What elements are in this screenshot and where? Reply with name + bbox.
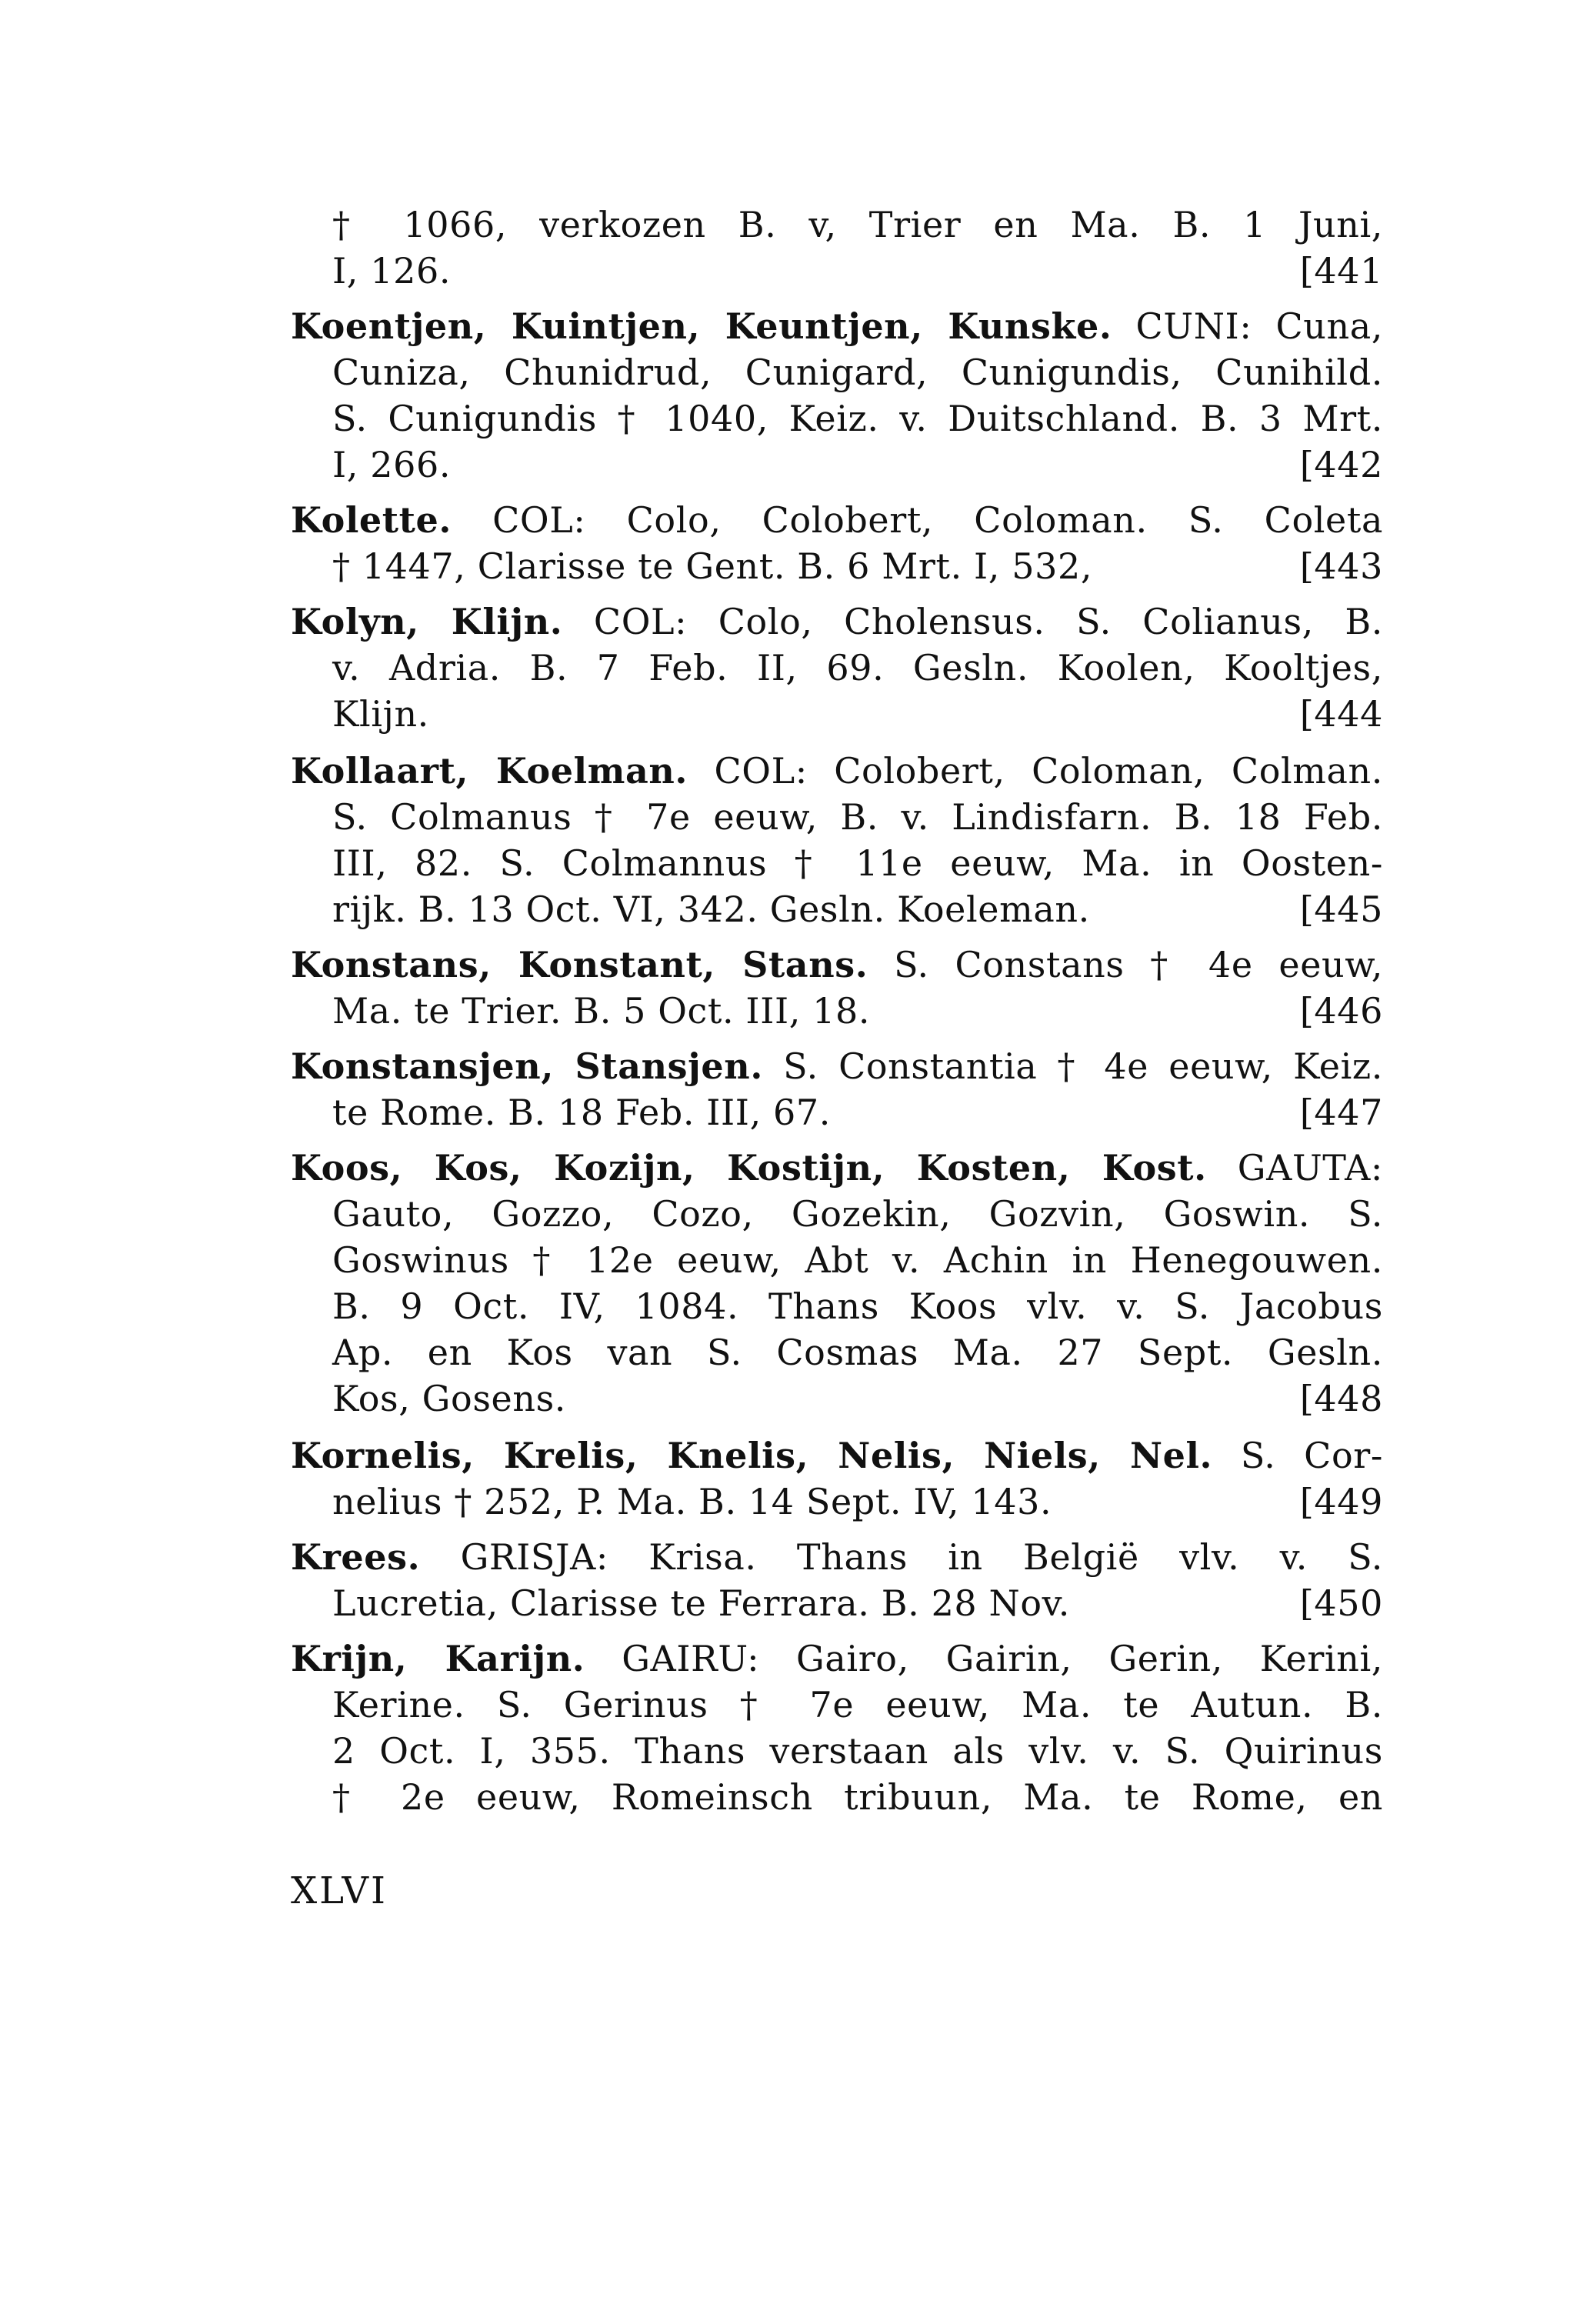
text-line: Ap. en Kos van S. Cosmas Ma. 27 Sept. Gesln. [332, 1332, 1383, 1373]
text-line: † 1447, Clarisse te Gent. B. 6 Mrt. I, 532, [443 [332, 543, 1383, 589]
entry-number: [444 [1299, 693, 1383, 735]
entry-number: [446 [1299, 990, 1383, 1032]
text-line: Kos, Gosens. [448 [332, 1375, 1383, 1422]
text-line: rijk. B. 13 Oct. VI, 342. Gesln. Koeleman. [445 [332, 886, 1383, 932]
entry-headword: Kolette. [291, 499, 452, 541]
entry-number: [448 [1299, 1378, 1383, 1419]
entry-headword: Konstans, Konstant, Stans. [291, 944, 868, 985]
entry-headword: Konstansjen, Stansjen. [291, 1045, 763, 1087]
text-line: Lucretia, Clarisse te Ferrara. B. 28 Nov. [450 [332, 1580, 1383, 1626]
text-line: Kerine. S. Gerinus † 7e eeuw, Ma. te Autun. B. [332, 1684, 1383, 1725]
text-line: Goswinus † 12e eeuw, Abt v. Achin in Henegouwen. [332, 1239, 1383, 1281]
entry-first-line: Kolette. COL: Colo, Colobert, Coloman. S. Coleta [291, 499, 1383, 541]
entry-first-line: Krijn, Karijn. GAIRU: Gairo, Gairin, Gerin, Kerini, [291, 1638, 1383, 1679]
entry-number: [441 [1299, 250, 1383, 292]
text-line: Ma. te Trier. B. 5 Oct. III, 18. [446 [332, 988, 1383, 1034]
entry-number: [449 [1299, 1481, 1383, 1522]
entry-headword: Kollaart, Koelman. [291, 750, 688, 792]
entry-headword: Kolyn, Klijn. [291, 601, 563, 642]
text-line: Cuniza, Chunidrud, Cunigard, Cunigundis, Cunihild. [332, 352, 1383, 393]
text-line: nelius † 252, P. Ma. B. 14 Sept. IV, 143. [449 [332, 1479, 1383, 1525]
entry-number: [445 [1299, 889, 1383, 930]
entry-headword: Krijn, Karijn. [291, 1638, 585, 1679]
entry-number: [450 [1299, 1582, 1383, 1624]
text-line: Klijn. [444 [332, 691, 1383, 737]
text-line: I, 126. [441 [332, 248, 1383, 294]
entry-number: [447 [1299, 1092, 1383, 1133]
text-line: S. Colmanus † 7e eeuw, B. v. Lindisfarn. B. 18 Feb. [332, 796, 1383, 838]
text-line: Gauto, Gozzo, Cozo, Gozekin, Gozvin, Goswin. S. [332, 1193, 1383, 1235]
text-line: † 1066, verkozen B. v, Trier en Ma. B. 1 Juni, [332, 204, 1383, 245]
entry-first-line: Kollaart, Koelman. COL: Colobert, Coloman, Colman. [291, 750, 1383, 792]
entry-first-line: Koos, Kos, Kozijn, Kostijn, Kosten, Kost. GAUTA: [291, 1147, 1383, 1189]
text-line: v. Adria. B. 7 Feb. II, 69. Gesln. Koolen, Kooltjes, [332, 647, 1383, 689]
entry-first-line: Kolyn, Klijn. COL: Colo, Cholensus. S. Colianus, B. [291, 601, 1383, 642]
text-line: 2 Oct. I, 355. Thans verstaan als vlv. v. S. Quirinus [332, 1730, 1383, 1772]
entry-first-line: Krees. GRISJA: Krisa. Thans in België vlv. v. S. [291, 1536, 1383, 1578]
text-line: te Rome. B. 18 Feb. III, 67. [447 [332, 1089, 1383, 1135]
text-line: S. Cunigundis † 1040, Keiz. v. Duitschland. B. 3 Mrt. [332, 398, 1383, 439]
entry-first-line: Konstans, Konstant, Stans. S. Constans † 4e eeuw, [291, 944, 1383, 985]
entry-number: [443 [1299, 545, 1383, 587]
text-line: I, 266. [442 [332, 442, 1383, 488]
entry-number: [442 [1299, 444, 1383, 485]
entry-first-line: Kornelis, Krelis, Knelis, Nelis, Niels, Nel. S. Cor- [291, 1435, 1384, 1476]
entry-headword: Koentjen, Kuintjen, Keuntjen, Kunske. [291, 305, 1112, 347]
entry-headword: Kornelis, Krelis, Knelis, Nelis, Niels, Nel. [291, 1435, 1213, 1476]
text-line: † 2e eeuw, Romeinsch tribuun, Ma. te Rome, en [332, 1776, 1383, 1818]
entry-first-line: Konstansjen, Stansjen. S. Constantia † 4e eeuw, Keiz. [291, 1045, 1383, 1087]
text-line: B. 9 Oct. IV, 1084. Thans Koos vlv. v. S. Jacobus [332, 1285, 1383, 1327]
entry-first-line: Koentjen, Kuintjen, Keuntjen, Kunske. CUNI: Cuna, [291, 305, 1383, 347]
entry-headword: Koos, Kos, Kozijn, Kostijn, Kosten, Kost. [291, 1147, 1207, 1189]
entry-headword: Krees. [291, 1536, 421, 1578]
page-folio: XLVI [291, 1869, 388, 1912]
text-line: III, 82. S. Colmannus † 11e eeuw, Ma. in Oosten- [332, 842, 1383, 884]
